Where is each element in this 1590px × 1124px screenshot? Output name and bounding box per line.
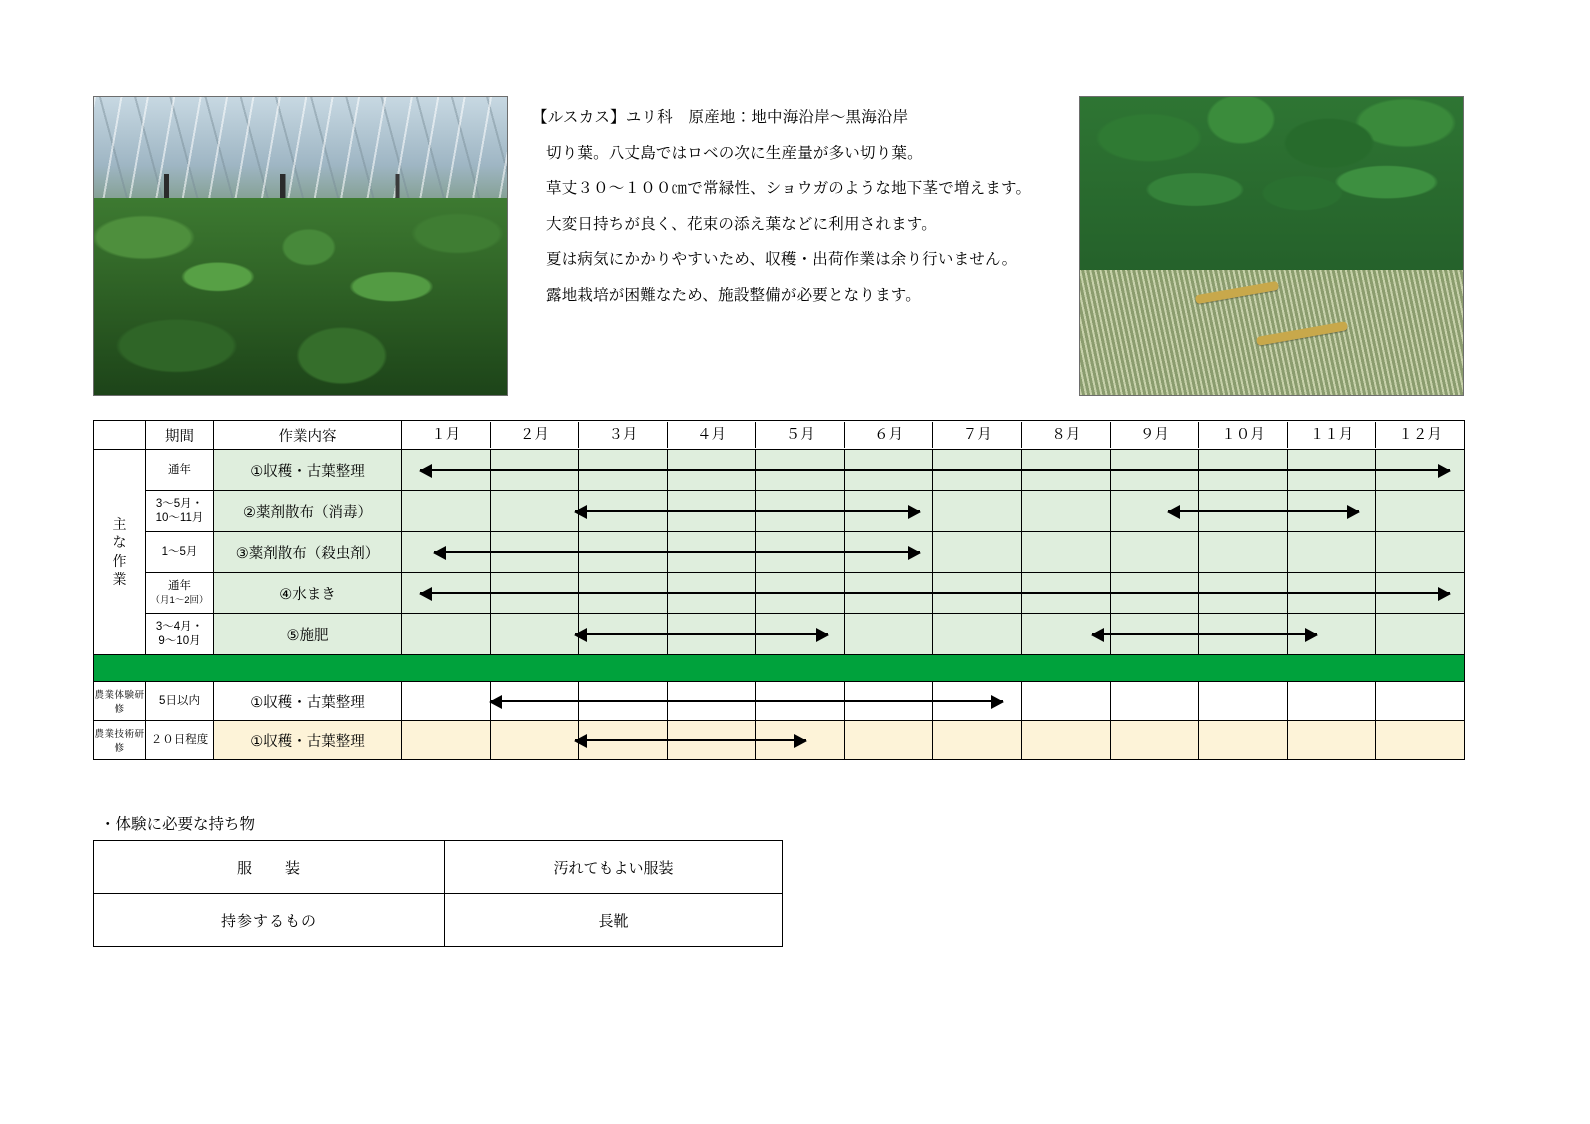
intro-line-5: 露地栽培が困難なため、施設整備が必要となります。 (546, 286, 921, 304)
header-task: 作業内容 (214, 421, 402, 450)
month-label: １月 (402, 422, 491, 448)
month-label: ８月 (1022, 422, 1111, 448)
table-row (94, 450, 1465, 491)
month-label: ２月 (491, 422, 580, 448)
items-value-clothing: 汚れてもよい服装 (445, 841, 783, 894)
header-category (94, 421, 146, 450)
intro-line-4: 夏は病気にかかりやすいため、収穫・出荷作業は余り行いません。 (546, 251, 1018, 268)
period-cell: 1～5月 (146, 532, 214, 573)
table-row (94, 573, 1465, 614)
task-cell: ①収穫・古葉整理 (214, 721, 402, 760)
month-grid (402, 532, 1465, 573)
header-months (402, 421, 1465, 450)
schedule-arrow (1168, 510, 1359, 512)
month-label: １１月 (1288, 422, 1377, 448)
month-label: ７月 (933, 422, 1022, 448)
schedule-header-row (94, 421, 1465, 450)
task-cell: ④水まき (214, 573, 402, 614)
items-value-bring: 長靴 (445, 894, 783, 947)
month-label: ６月 (845, 422, 934, 448)
green-separator-band (94, 655, 1465, 682)
schedule-arrow (490, 700, 1003, 702)
month-grid (402, 614, 1465, 655)
task-cell: ②薬剤散布（消毒） (214, 491, 402, 532)
table-row (94, 532, 1465, 573)
items-label-clothing: 服 装 (94, 841, 445, 894)
schedule-arrow (575, 739, 805, 741)
bundle-leaves-decor (1080, 97, 1463, 282)
period-cell: 通年 （月1～2回） (146, 573, 214, 614)
month-label: ４月 (668, 422, 757, 448)
schedule-arrow (575, 510, 920, 512)
schedule-arrow (420, 469, 1450, 471)
task-cell: ①収穫・古葉整理 (214, 682, 402, 721)
month-grid (402, 491, 1465, 532)
intro-line-title: 【ルスカス】ユリ科 原産地：地中海沿岸～黒海沿岸 (532, 109, 909, 126)
category-experience-training: 農業体験研修 (94, 682, 146, 721)
ruscus-bundle-photo (1079, 96, 1464, 396)
category-main-work: 主な作業 (94, 450, 146, 655)
task-cell: ①収穫・古葉整理 (214, 450, 402, 491)
required-items-table (93, 840, 783, 947)
intro-text-block (532, 110, 1072, 323)
schedule-arrow (420, 592, 1450, 594)
period-cell: ２０日程度 (146, 721, 214, 760)
table-row (94, 614, 1465, 655)
table-row (94, 841, 783, 894)
period-cell: 3～4月・ 9～10月 (146, 614, 214, 655)
greenhouse-crop-decor (94, 198, 507, 395)
month-label: ３月 (579, 422, 668, 448)
month-grid (402, 573, 1465, 614)
items-label-bring: 持参するもの (94, 894, 445, 947)
month-label: ５月 (756, 422, 845, 448)
intro-line-1: 切り葉。八丈島ではロベの次に生産量が多い切り葉。 (546, 144, 923, 162)
category-technical-training: 農業技術研修 (94, 721, 146, 760)
month-grid (402, 682, 1465, 721)
schedule-arrow (434, 551, 920, 553)
header-section (0, 0, 1590, 400)
table-row (94, 491, 1465, 532)
period-cell: 3～5月・ 10～11月 (146, 491, 214, 532)
month-label: １２月 (1398, 427, 1442, 443)
items-section-title: ・体験に必要な持ち物 (100, 816, 256, 833)
task-cell: ③薬剤散布（殺虫剤） (214, 532, 402, 573)
task-cell: ⑤施肥 (214, 614, 402, 655)
schedule-arrow (575, 633, 828, 635)
month-grid (402, 721, 1465, 760)
period-cell: 通年 (146, 450, 214, 491)
separator-band-cell (94, 655, 1465, 682)
schedule-arrow (1092, 633, 1317, 635)
header-period: 期間 (146, 421, 214, 450)
work-schedule-table (93, 420, 1464, 760)
period-cell: 5日以内 (146, 682, 214, 721)
intro-line-2: 草丈３０～１００㎝で常緑性、ショウガのような地下茎で増えます。 (546, 180, 1032, 197)
table-row (94, 721, 1465, 760)
month-label: ９月 (1111, 422, 1200, 448)
month-grid (402, 450, 1465, 491)
table-row (94, 894, 783, 947)
greenhouse-photo (93, 96, 508, 396)
table-row (94, 682, 1465, 721)
intro-line-3: 大変日持ちが良く、花束の添え葉などに利用されます。 (546, 215, 937, 233)
month-label: １０月 (1199, 422, 1288, 448)
